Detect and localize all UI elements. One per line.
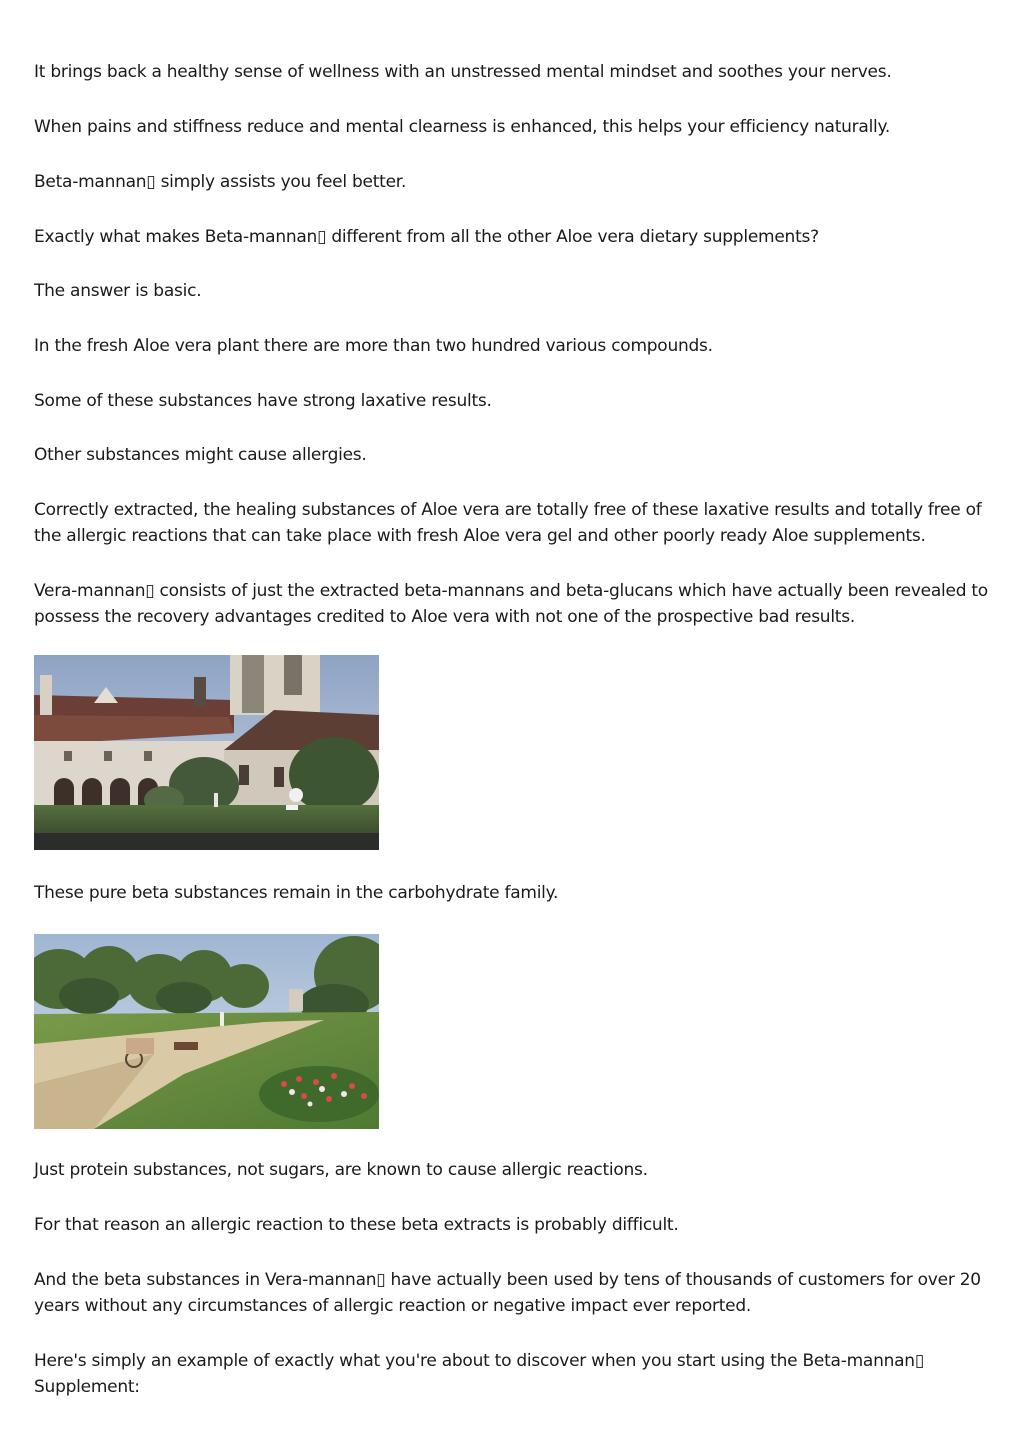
paragraph: Other substances might cause allergies. [34,445,367,465]
paragraph: Vera-mannan▯ consists of just the extracted beta-mannans and beta-glucans which have actually been revealed to possess the recovery advantages credited to Aloe vera with not one of the prospective bad results. [34,581,988,627]
paragraph: When pains and stiffness reduce and mental clearness is enhanced, this helps your efficiency naturally. [34,117,891,137]
park-painting-image [34,934,379,1129]
paragraph: Beta-mannan▯ simply assists you feel better. [34,172,407,192]
paragraph: Some of these substances have strong laxative results. [34,391,492,411]
paragraph: The answer is basic. [34,281,202,301]
paragraph: These pure beta substances remain in the carbohydrate family. [34,883,559,903]
paragraph: It brings back a healthy sense of wellness with an unstressed mental mindset and soothes your nerves. [34,62,892,82]
paragraph: Just protein substances, not sugars, are known to cause allergic reactions. [34,1160,648,1180]
courtyard-painting-image [34,655,379,850]
paragraph: Correctly extracted, the healing substances of Aloe vera are totally free of these laxative results and totally free of the allergic reactions that can take place with fresh Aloe vera gel and other poorly ready Aloe supplements. [34,500,982,546]
paragraph: Exactly what makes Beta-mannan▯ different from all the other Aloe vera dietary supplements? [34,227,819,247]
paragraph: In the fresh Aloe vera plant there are more than two hundred various compounds. [34,336,713,356]
paragraph: Here's simply an example of exactly what you're about to discover when you start using the Beta-mannan▯ Supplement: [34,1351,924,1397]
paragraph: And the beta substances in Vera-mannan▯ have actually been used by tens of thousands of customers for over 20 years without any circumstances of allergic reaction or negative impact ever reported. [34,1270,981,1316]
paragraph: For that reason an allergic reaction to these beta extracts is probably difficult. [34,1215,679,1235]
